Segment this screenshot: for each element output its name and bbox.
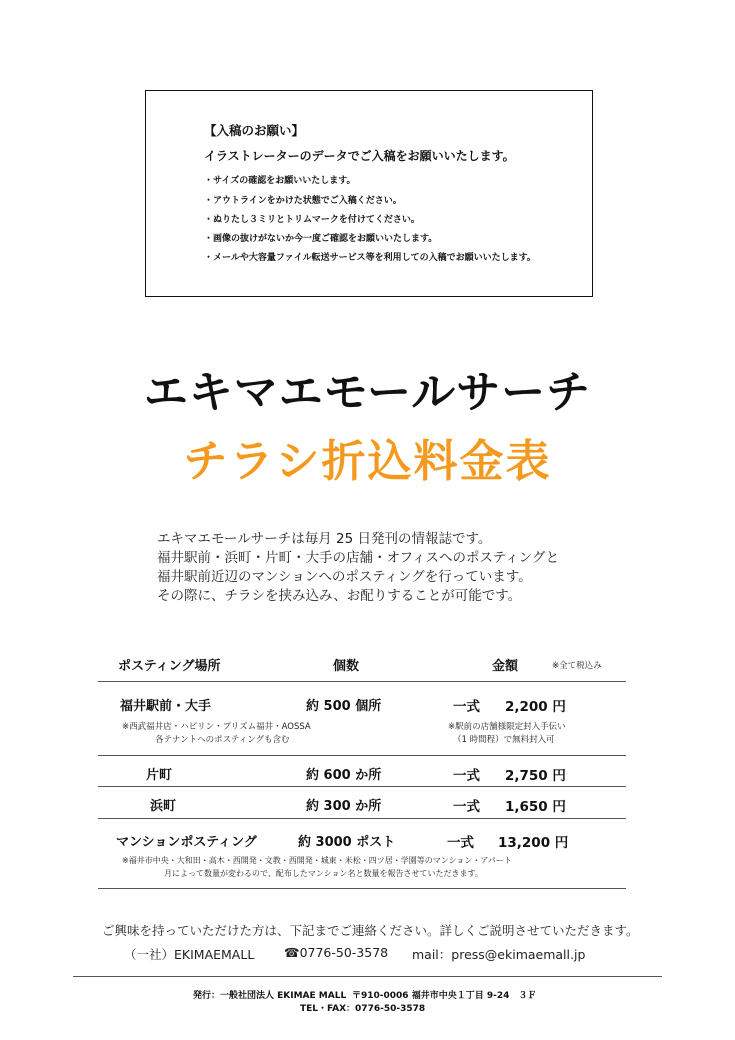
row-count: 約 500 個所 — [306, 699, 382, 714]
header-price: 金額 — [492, 659, 519, 674]
row-note: ※西武福井店・ハピリン・プリズム福井・AOSSA — [122, 722, 311, 732]
submission-notice-box — [145, 90, 593, 297]
footer-telfax: TEL・FAX：0776-50-3578 — [300, 1004, 426, 1014]
notice-item: ・ぬりたし３ミリとトリムマークを付けてください。 — [204, 215, 420, 225]
table-divider — [98, 755, 626, 756]
contact-org: （一社）EKIMAEMALL — [124, 947, 255, 962]
row-location: 浜町 — [150, 799, 177, 814]
row-note: ※福井市中央・大和田・高木・西開発・文教・西開発・城東・米松・四ツ居・学園等のマンション・アパート — [122, 856, 512, 865]
row-note: ※駅前の店舗様限定封入手伝い — [448, 722, 566, 732]
row-location: 片町 — [146, 768, 173, 783]
contact-message: ご興味を持っていただけた方は、下記までご連絡ください。詳しくご説明させていただきます。 — [102, 923, 639, 938]
notice-lead: イラストレーターのデータでご入稿をお願いいたします。 — [204, 149, 515, 163]
row-location: マンションポスティング — [116, 835, 257, 850]
footer-address: 〒910-0006 福井市中央１丁目 9-24 ３Ｆ — [352, 991, 537, 1001]
contact-mail: mail：press@ekimaemall.jp — [412, 947, 586, 962]
notice-item: ・アウトラインをかけた状態でご入稿ください。 — [204, 196, 402, 206]
row-note: 月によって数量が変わるので、配布したマンション名と数量を報告させていただきます。 — [164, 869, 483, 878]
tax-note: ※全て税込み — [552, 661, 602, 671]
intro-line: その際に、チラシを挟み込み、お配りすることが可能です。 — [157, 588, 522, 604]
notice-item: ・メールや大容量ファイル転送サービス等を利用しての入稿でお願いいたします。 — [204, 253, 536, 263]
row-count: 約 300 か所 — [306, 799, 382, 814]
table-divider — [98, 888, 626, 889]
row-count: 約 3000 ポスト — [298, 835, 396, 850]
footer-divider — [73, 976, 662, 977]
row-price: 2,750 円 — [505, 768, 566, 784]
row-price: 1,650 円 — [505, 799, 566, 815]
intro-line: 福井駅前近辺のマンションへのポスティングを行っています。 — [157, 569, 532, 585]
notice-item: ・画像の抜けがないか今一度ご確認をお願いいたします。 — [204, 234, 438, 244]
row-note: （1 時間程）で無料封入可 — [453, 735, 555, 745]
row-note: 各テナントへのポスティングも含む — [155, 735, 290, 745]
row-location: 福井駅前・大手 — [120, 699, 212, 714]
notice-title: 【入稿のお願い】 — [204, 123, 305, 138]
contact-phone: ☎0776-50-3578 — [284, 945, 389, 960]
row-unit: 一式 — [453, 768, 480, 784]
row-price: 13,200 円 — [498, 835, 569, 851]
intro-line: 福井駅前・浜町・片町・大手の店舗・オフィスへのポスティングと — [157, 550, 560, 566]
notice-item: ・サイズの確認をお願いいたします。 — [204, 176, 356, 186]
row-count: 約 600 か所 — [306, 768, 382, 783]
row-unit: 一式 — [447, 835, 474, 851]
row-unit: 一式 — [453, 799, 480, 815]
table-divider — [98, 786, 626, 787]
page-title: エキマエモールサーチ — [143, 367, 592, 418]
intro-line: エキマエモールサーチは毎月 25 日発刊の情報誌です。 — [157, 531, 492, 547]
row-price: 2,200 円 — [505, 699, 566, 715]
page-subtitle: チラシ折込料金表 — [183, 436, 552, 487]
header-count: 個数 — [333, 659, 360, 674]
table-divider — [98, 681, 626, 682]
footer-publisher: 発行：一般社団法人 EKIMAE MALL — [193, 991, 347, 1001]
row-unit: 一式 — [453, 699, 480, 715]
header-location: ポスティング場所 — [118, 659, 221, 674]
table-divider — [98, 818, 626, 819]
intro-text — [157, 530, 559, 606]
